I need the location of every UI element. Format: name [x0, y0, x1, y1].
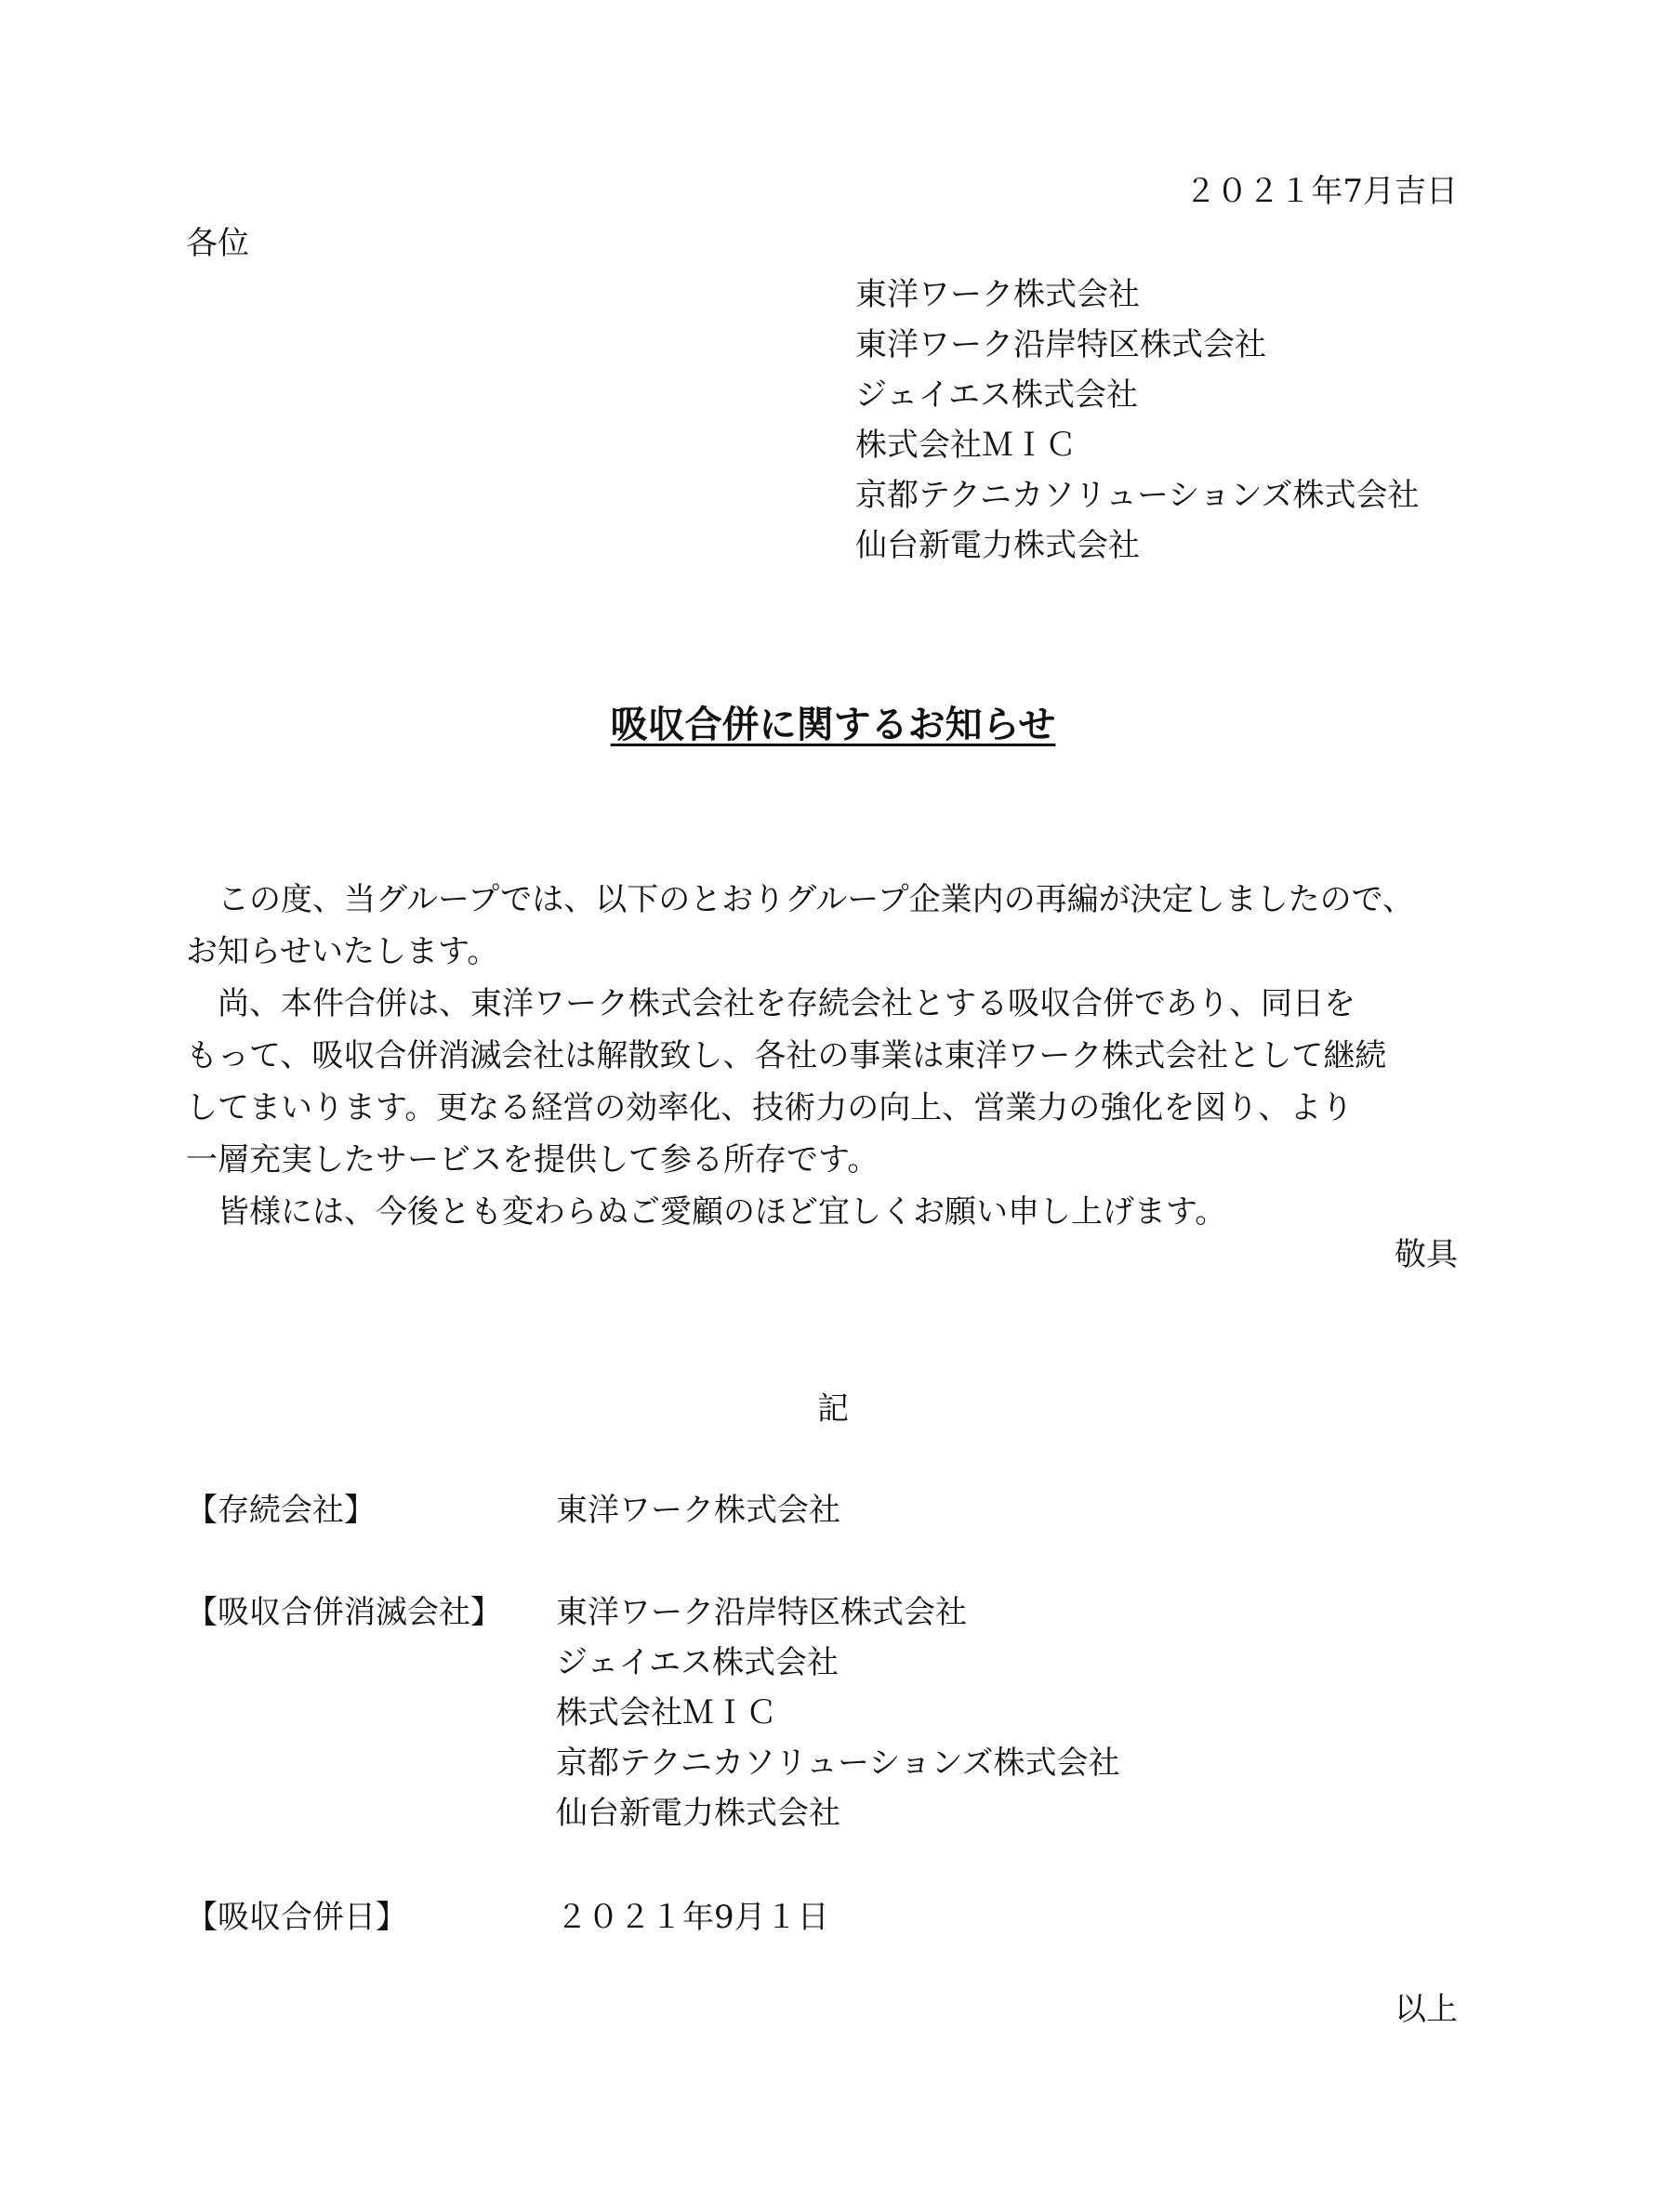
sender-company: 京都テクニカソリューションズ株式会社 [855, 477, 1420, 514]
sender-company: ジェイエス株式会社 [855, 376, 1138, 414]
merger-date: ２０２１年9月１日 [556, 1899, 829, 1936]
end-ijou: 以上 [1395, 1991, 1458, 2028]
sender-company: 株式会社ＭＩＣ [855, 427, 1077, 464]
body-line: この度、当グループでは、以下のとおりグループ企業内の再編が決定しましたので、 [186, 881, 1414, 918]
sender-company: 仙台新電力株式会社 [855, 527, 1140, 564]
sender-company: 東洋ワーク株式会社 [855, 276, 1140, 313]
absorbed-company: 京都テクニカソリューションズ株式会社 [556, 1745, 1120, 1782]
body-line: してまいります。更なる経営の効率化、技術力の向上、営業力の強化を図り、より [186, 1089, 1354, 1126]
merger-date-list [556, 1892, 829, 1942]
absorbed-companies-label: 【吸収合併消滅会社】 [186, 1594, 502, 1631]
absorbed-company-list [556, 1587, 1120, 1838]
notes-heading: 記 [817, 1390, 849, 1428]
sender-list [855, 270, 1420, 571]
surviving-company-label: 【存続会社】 [186, 1492, 376, 1529]
document-title [0, 699, 1666, 751]
absorbed-company: 仙台新電力株式会社 [556, 1795, 840, 1832]
body-text [186, 874, 1469, 1238]
body-line: もって、吸収合併消滅会社は解散致し、各社の事業は東洋ワーク株式会社として継続 [186, 1037, 1387, 1074]
absorbed-company: 東洋ワーク沿岸特区株式会社 [556, 1594, 967, 1631]
body-line: お知らせいたします。 [186, 933, 499, 970]
absorbed-company: ジェイエス株式会社 [556, 1644, 839, 1681]
closing-keigu: 敬具 [1395, 1236, 1458, 1273]
body-line: 尚、本件合併は、東洋ワーク株式会社を存続会社とする吸収合併であり、同日を [186, 985, 1355, 1022]
surviving-company: 東洋ワーク株式会社 [556, 1492, 840, 1529]
addressee: 各位 [186, 225, 249, 262]
absorbed-company: 株式会社ＭＩＣ [556, 1694, 777, 1731]
surviving-company-list [556, 1485, 840, 1535]
body-line: 一層充実したサービスを提供して参る所存です。 [186, 1141, 879, 1178]
document-title-text: 吸収合併に関するお知らせ [610, 703, 1056, 746]
merger-date-label: 【吸収合併日】 [186, 1899, 407, 1936]
document-date: ２０２１年7月吉日 [1184, 173, 1458, 210]
sender-company: 東洋ワーク沿岸特区株式会社 [855, 326, 1266, 363]
body-line: 皆様には、今後とも変わらぬご愛顧のほど宜しくお願い申し上げます。 [186, 1193, 1227, 1231]
